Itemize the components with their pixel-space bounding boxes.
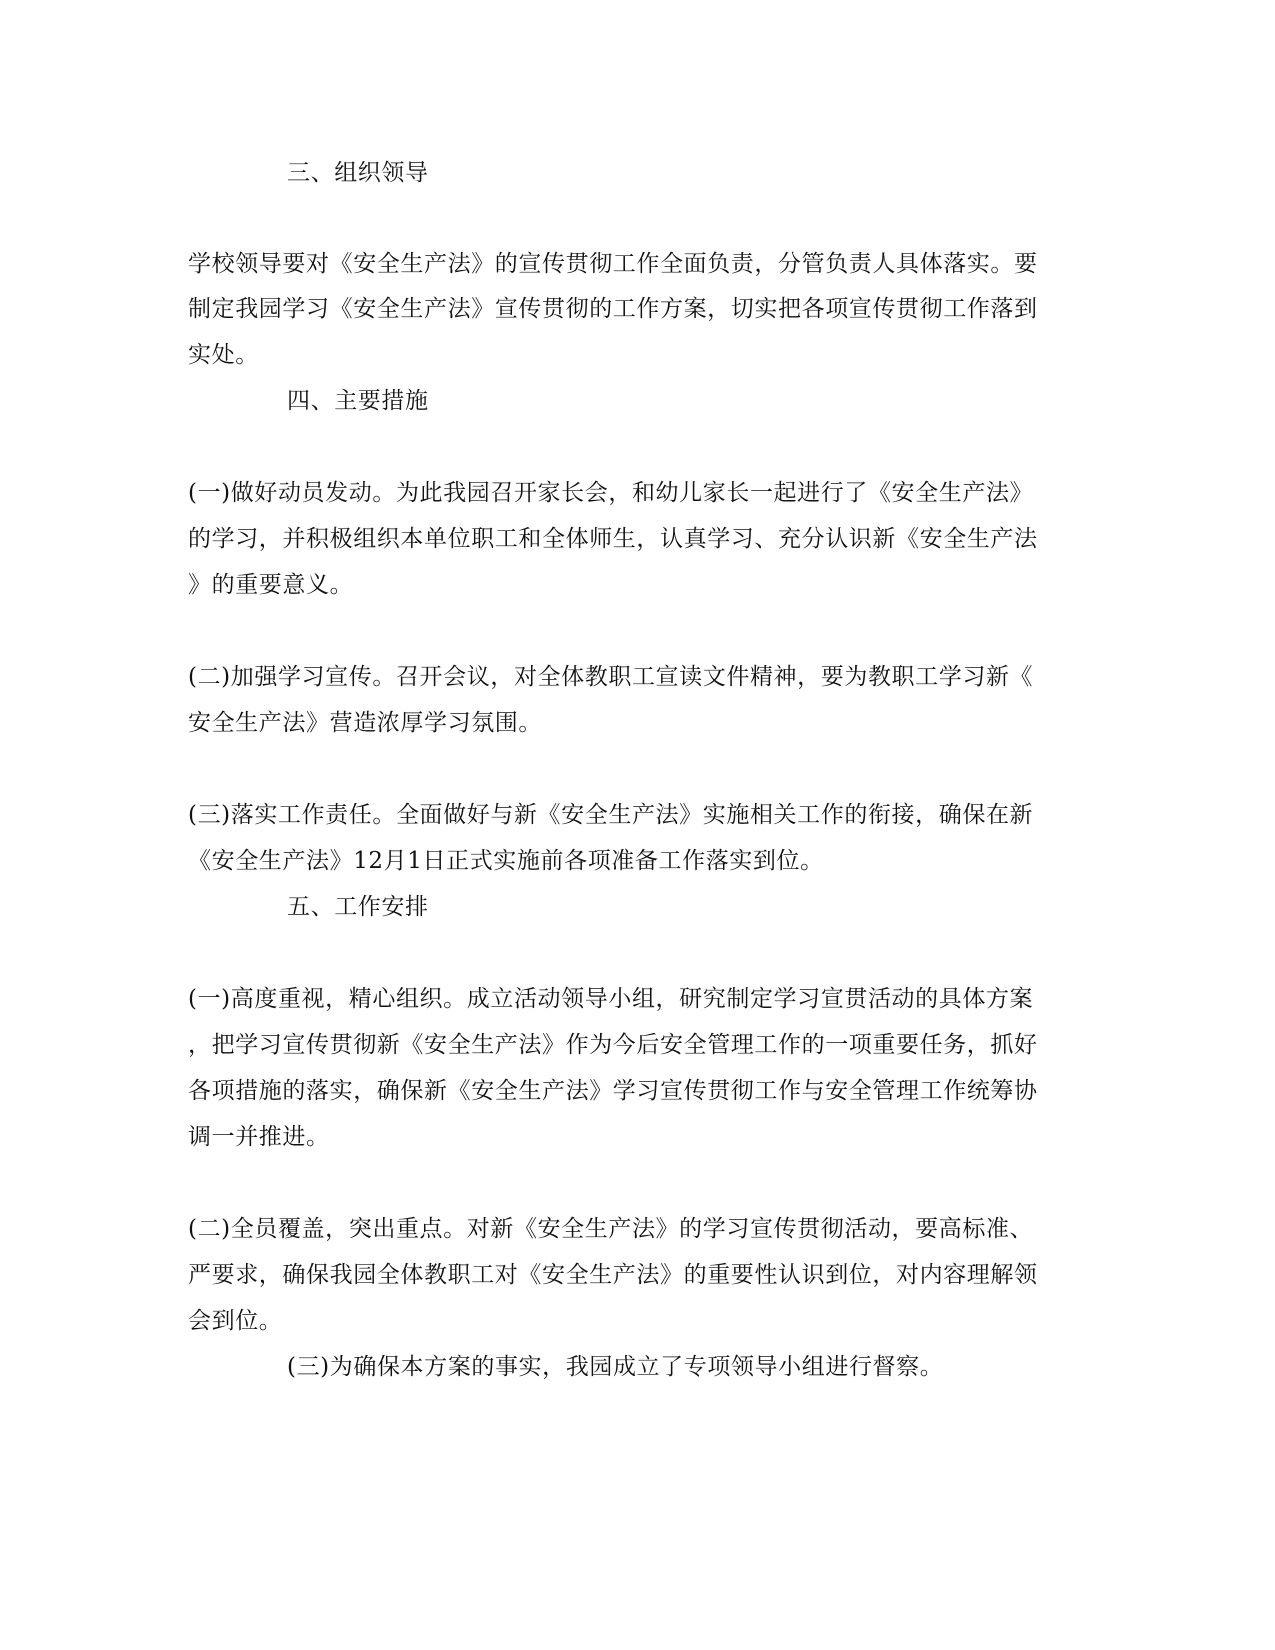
paragraph-line: 《安全生产法》12月1日正式实施前各项准备工作落实到位。 <box>188 848 824 874</box>
section-heading-3: 三、组织领导 <box>287 160 429 186</box>
paragraph-line: 》的重要意义。 <box>188 572 354 598</box>
section-heading-5: 五、工作安排 <box>287 894 429 920</box>
paragraph-line: 学校领导要对《安全生产法》的宣传贯彻工作全面负责，分管负责人具体落实。要 <box>188 251 1038 277</box>
paragraph-line: 安全生产法》营造浓厚学习氛围。 <box>188 710 542 736</box>
section-heading-4: 四、主要措施 <box>287 388 429 414</box>
paragraph-line: ，把学习宣传贯彻新《安全生产法》作为今后安全管理工作的一项重要任务，抓好 <box>188 1032 1038 1058</box>
paragraph-line: (二)全员覆盖，突出重点。对新《安全生产法》的学习宣传贯彻活动，要高标准、 <box>188 1216 1034 1242</box>
paragraph-line: 制定我园学习《安全生产法》宣传贯彻的工作方案，切实把各项宣传贯彻工作落到 <box>188 296 1038 322</box>
paragraph-line: (一)做好动员发动。为此我园召开家长会，和幼儿家长一起进行了《安全生产法》 <box>188 480 1034 506</box>
paragraph-line: 严要求，确保我园全体教职工对《安全生产法》的重要性认识到位，对内容理解领 <box>188 1262 1038 1288</box>
paragraph-line: 实处。 <box>188 342 259 368</box>
paragraph-line: 各项措施的落实，确保新《安全生产法》学习宣传贯彻工作与安全管理工作统筹协 <box>188 1078 1038 1104</box>
paragraph-line: (二)加强学习宣传。召开会议，对全体教职工宣读文件精神，要为教职工学习新《 <box>188 664 1034 690</box>
paragraph-line: (三)落实工作责任。全面做好与新《安全生产法》实施相关工作的衔接，确保在新 <box>188 802 1034 828</box>
paragraph-line: 会到位。 <box>188 1308 283 1334</box>
paragraph-line: 调一并推进。 <box>188 1124 330 1150</box>
paragraph-line: 的学习，并积极组织本单位职工和全体师生，认真学习、充分认识新《安全生产法 <box>188 526 1038 552</box>
paragraph-line: (三)为确保本方案的事实，我园成立了专项领导小组进行督察。 <box>287 1354 944 1380</box>
paragraph-line: (一)高度重视，精心组织。成立活动领导小组，研究制定学习宣贯活动的具体方案 <box>188 986 1034 1012</box>
